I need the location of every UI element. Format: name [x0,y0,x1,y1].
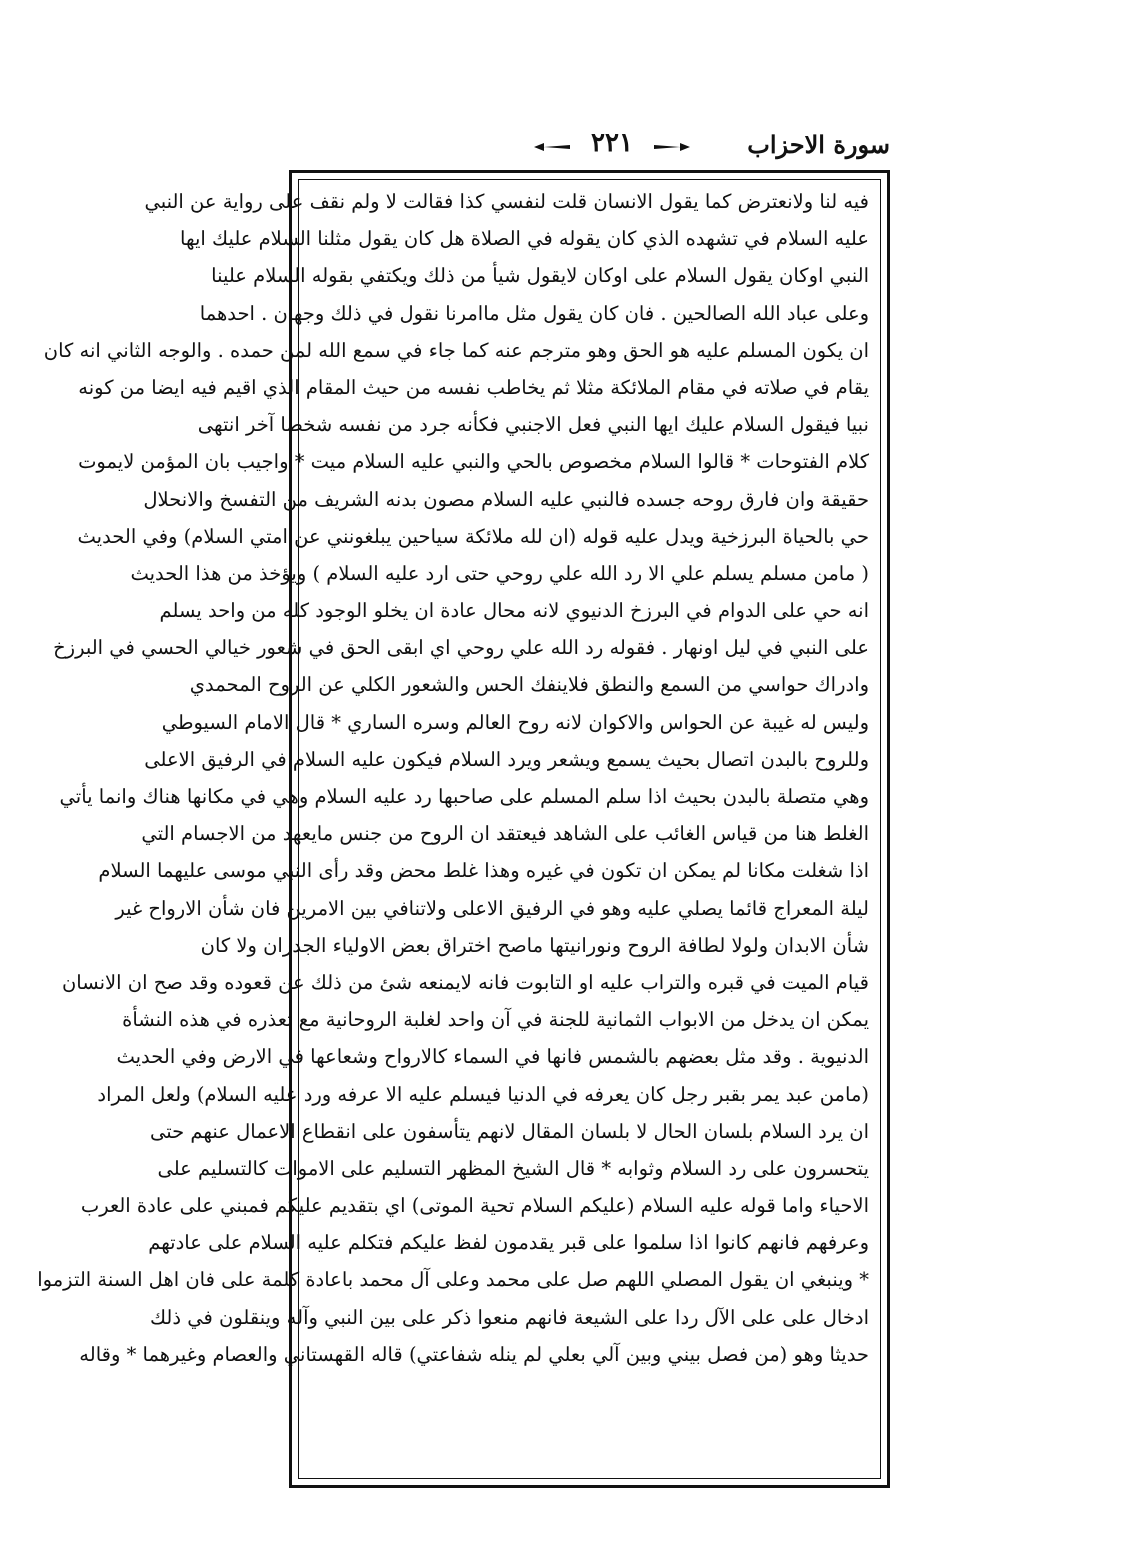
text-line: الاحياء واما قوله عليه السلام (عليكم السلام تحية الموتى) اي بتقديم عليكم فمبني على عادة العرب [80,1194,869,1218]
text-line: نبيا فيقول السلام عليك ايها النبي فعل الاجنبي فكأنه جرد من نفسه شخصا آخر انتهى [197,413,869,437]
text-line: شأن الابدان ولولا لطافة الروح ونورانيتها ماصح اختراق بعض الاولياء الجدران ولا كان [200,933,869,957]
text-line: وللروح بالبدن اتصال بحيث يسمع ويشعر ويرد السلام فيكون عليه السلام في الرفيق الاعلى [144,747,869,771]
text-line: يتحسرون على رد السلام وثوابه * قال الشيخ المظهر التسليم على الاموات كالتسليم على [157,1156,869,1180]
text-line: حديثا وهو (من فصل بيني وبين آلي بعلي لم ينله شفاعتي) قاله القهستاني والعصام وغيرهما * وقاله [79,1342,869,1366]
text-line: يقام في صلاته في مقام الملائكة مثلا ثم يخاطب نفسه من حيث المقام الذي اقيم فيه ايضا من كونه [78,375,869,399]
text-line: وادراك حواسي من السمع والنطق فلاينفك الحس والشعور الكلي عن الروح المحمدي [189,673,869,697]
text-line: قيام الميت في قبره والتراب عليه او التابوت فانه لايمنعه شئ من ذلك عن قعوده وقد صح ان الانسان [61,970,869,994]
text-line: انه حي على الدوام في البرزخ الدنيوي لانه محال عادة ان يخلو الوجود كله من واحد يسلم [159,599,869,623]
text-line: ان يرد السلام بلسان الحال لا بلسان المقال لانهم يتأسفون على انقطاع الاعمال عنهم حتى [150,1119,869,1143]
text-line: اذا شغلت مكانا لم يمكن ان تكون في غيره وهذا غلط محض وقد رأى النبي موسى عليهما السلام [98,859,869,883]
text-line: كلام الفتوحات * قالوا السلام مخصوص بالحي والنبي عليه السلام ميت * واجيب بان المؤمن لايموت [78,450,869,474]
text-line: (مامن عبد يمر بقبر رجل كان يعرفه في الدنيا فيسلم عليه الا عرفه ورد عليه السلام) ولعل المراد [97,1082,869,1106]
text-line: ادخال على على الآل ردا على الشيعة فانهم منعوا ذكر على بين النبي وآله وينقلون في ذلك [150,1305,869,1329]
left-ornament-icon [532,142,572,152]
text-line: الدنيوية . وقد مثل بعضهم بالشمس فانها في السماء كالارواح وشعاعها في الارض وفي الحديث [116,1045,869,1069]
text-line: ليلة المعراج قائما يصلي عليه وهو في الرفيق الاعلى ولاتنافي بين الامرين فان شأن الارواح غير [115,896,869,920]
text-line: الغلط هنا من قياس الغائب على الشاهد فيعتقد ان الروح من جنس مايعهد من الاجسام التي [141,822,869,846]
text-line: وعلى عباد الله الصالحين . فان كان يقول مثل ماامرنا نقول في ذلك وجهان . احدهما [199,301,869,325]
text-line: على النبي في ليل اونهار . فقوله رد الله علي روحي اي ابقى الحق في شعور خيالي الحسي في البرزخ [53,636,869,660]
text-line: وعرفهم فانهم كانوا اذا سلموا على قبر يقدمون لفظ عليكم فتكلم عليه السلام على عادتهم [148,1231,869,1255]
page-number: ٢٢١ [591,128,633,158]
text-line: وليس له غيبة عن الحواس والاكوان لانه روح العالم وسره الساري * قال الامام السيوطي [161,710,869,734]
body-text [37,183,869,1477]
text-line: ( مامن مسلم يسلم علي الا رد الله علي روحي حتى ارد عليه السلام ) ويؤخذ من هذا الحديث [130,561,869,585]
text-line: حقيقة وان فارق روحه جسده فالنبي عليه السلام مصون بدنه الشريف من التفسخ والانحلال [143,487,869,511]
page-header [282,128,890,168]
right-ornament-icon [652,142,692,152]
text-line: عليه السلام في تشهده الذي كان يقوله في الصلاة هل كان يقول مثلنا السلام عليك ايها [180,227,869,251]
text-frame [37,170,890,1488]
text-line: حي بالحياة البرزخية ويدل عليه قوله (ان لله ملائكة سياحين يبلغونني عن امتي السلام) وفي الحديث [77,524,869,548]
text-line: وهي متصلة بالبدن بحيث اذا سلم المسلم على صاحبها رد عليه السلام وهي في مكانها هناك وانما يأتي [59,785,869,808]
text-line: يمكن ان يدخل من الابواب الثمانية للجنة في آن واحد لغلبة الروحانية مع تعذره في هذه النشأة [122,1008,869,1032]
text-line: ان يكون المسلم عليه هو الحق وهو مترجم عنه كما جاء في سمع الله لمن حمده . والوجه الثاني انه كان [43,338,869,362]
page-number-group [532,128,692,168]
text-line: النبي اوكان يقول السلام على اوكان لايقول شيأ من ذلك ويكتفي بقوله السلام علينا [211,264,869,288]
text-line: فيه لنا ولانعترض كما يقول الانسان قلت لنفسي كذا فقالت لا ولم نقف على رواية عن النبي [144,190,869,213]
text-line: * وينبغي ان يقول المصلي اللهم صل على محمد وعلى آل محمد باعادة كلمة على فان اهل السنة التزموا [37,1268,869,1292]
surah-title: سورة الاحزاب [747,130,890,159]
